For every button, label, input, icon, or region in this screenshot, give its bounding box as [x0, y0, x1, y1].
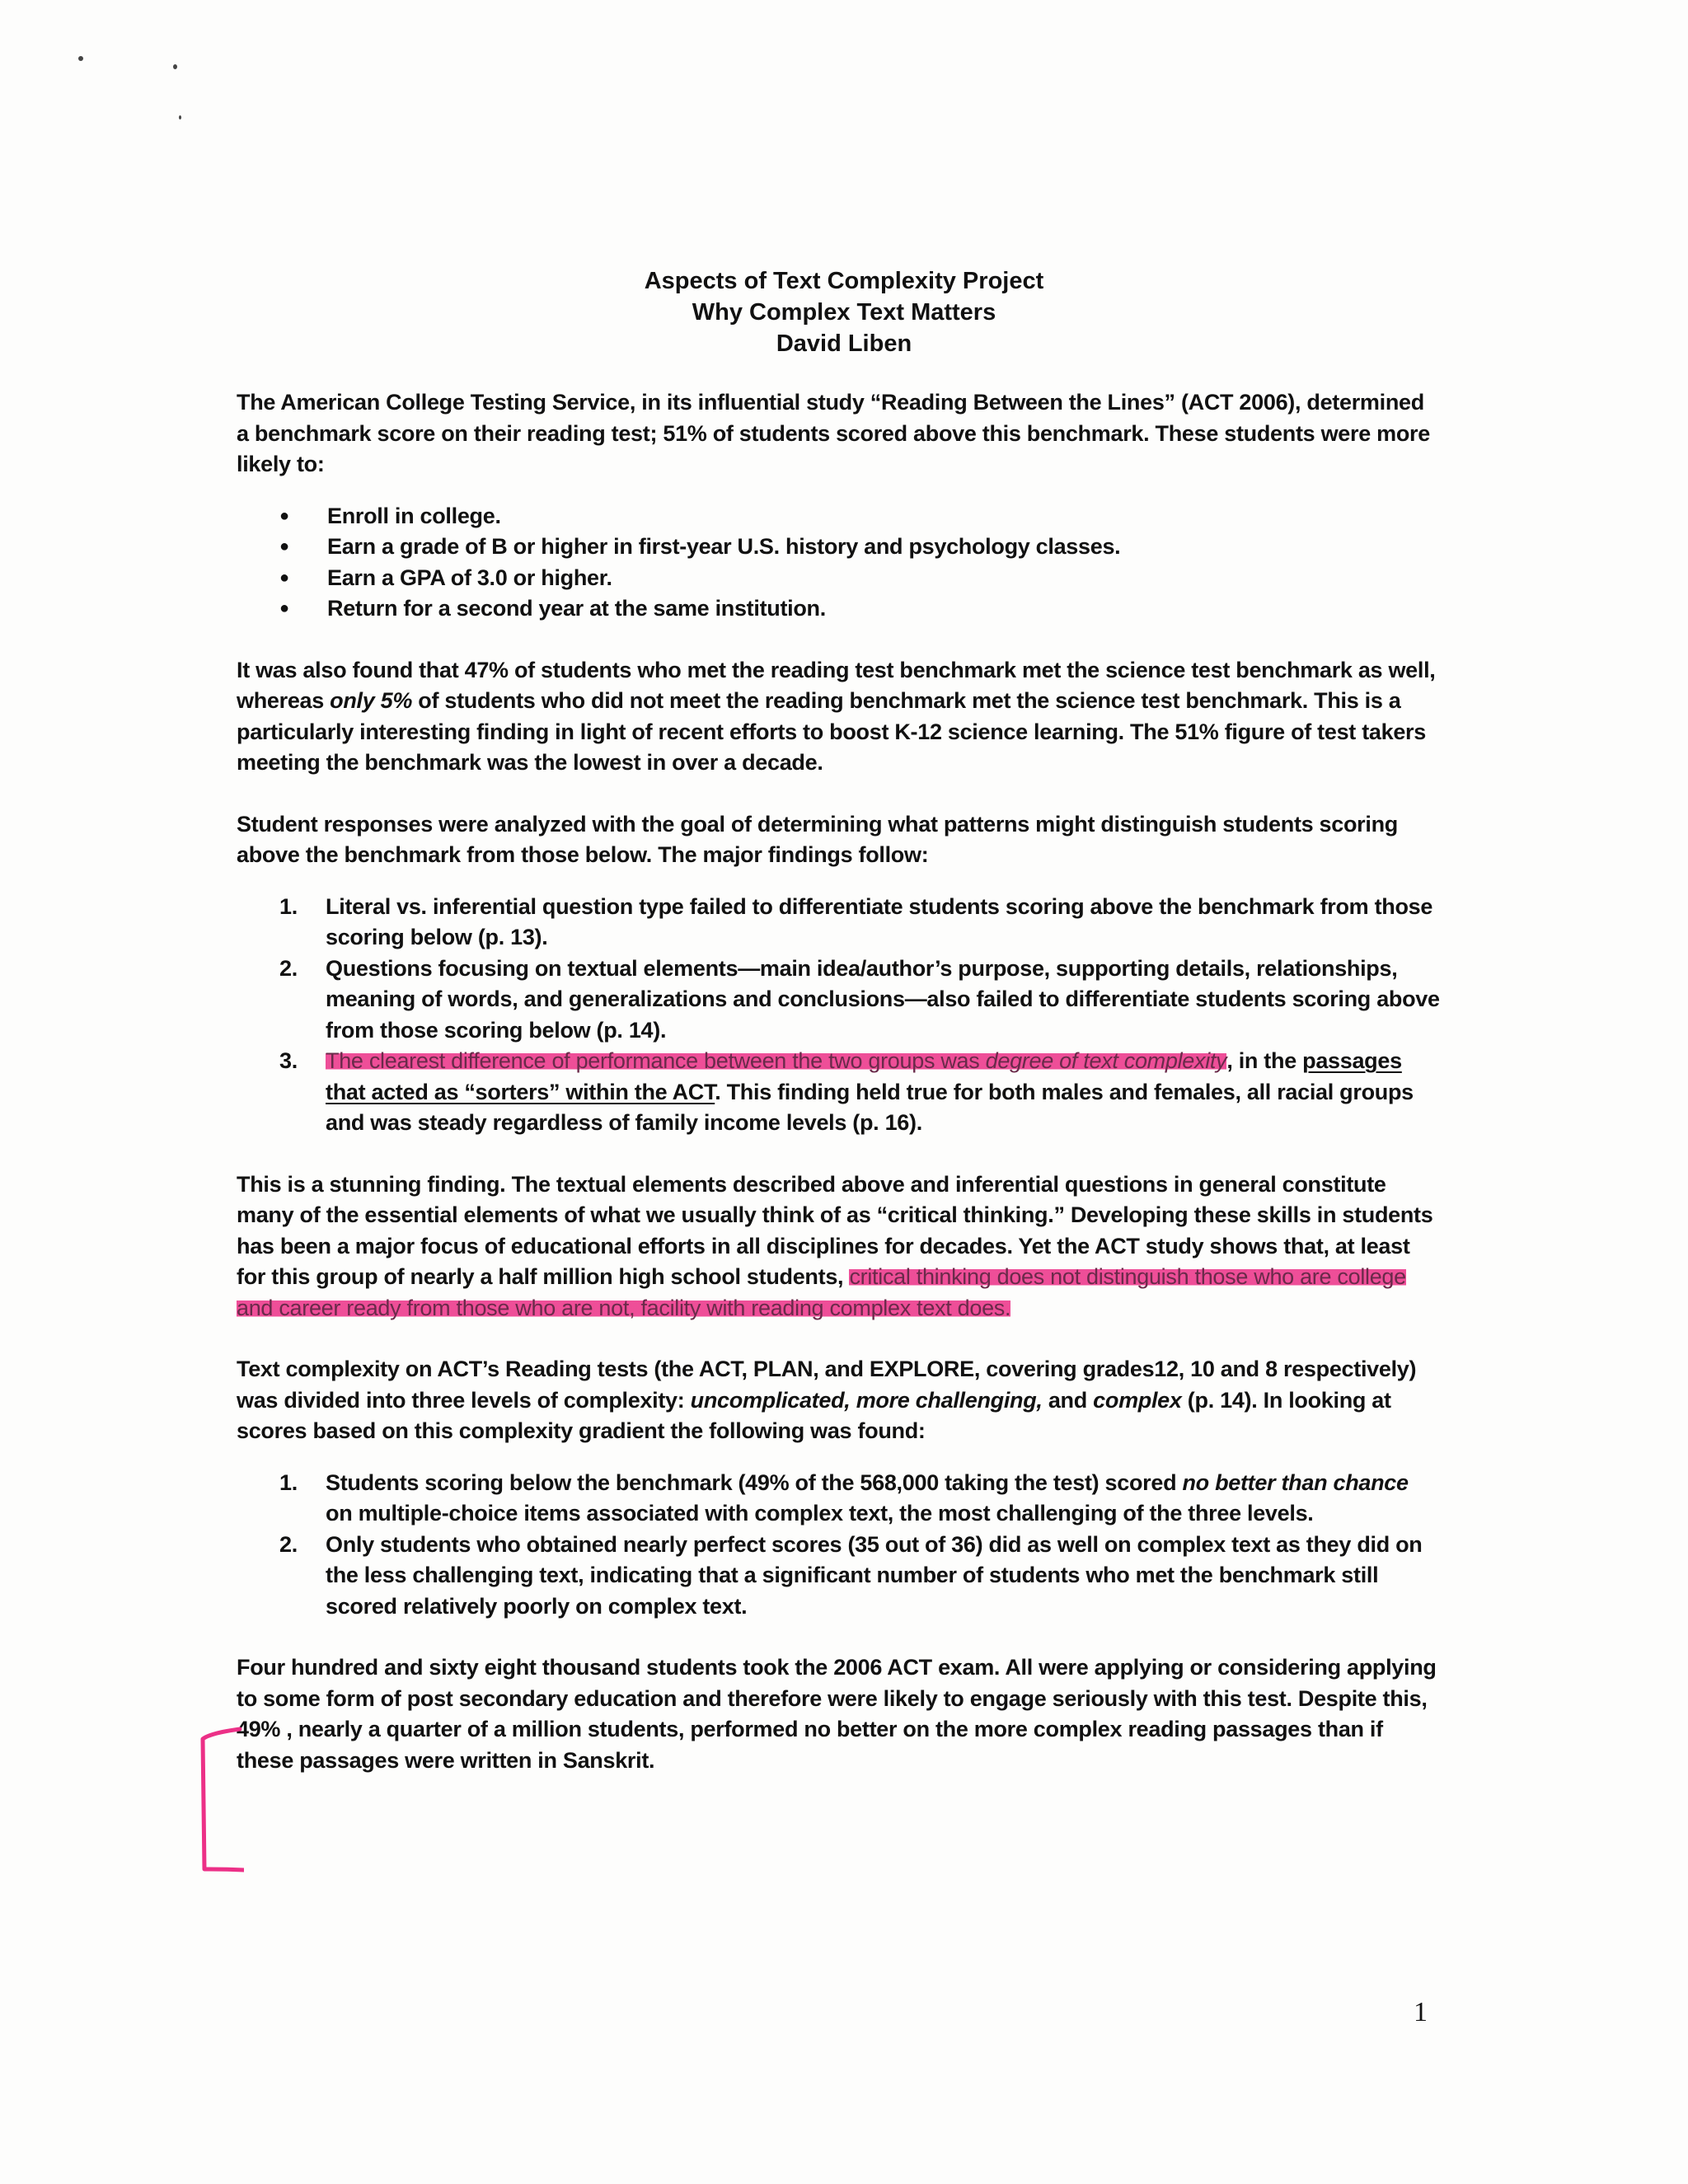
list-item	[237, 1468, 1440, 1530]
underlined-text: passages that acted as “sorters” within the ACT	[326, 1048, 1402, 1104]
scan-speck	[179, 115, 181, 120]
text-run: It was also found that 47% of students who met the reading test benchmark met the science test benchmark as well, whereas	[237, 657, 1436, 713]
page-number: 1	[1414, 1997, 1428, 2027]
list-item: ● Enroll in college.	[237, 501, 1440, 532]
list-item: ● Earn a grade of B or higher in first-year U.S. history and psychology classes.	[237, 532, 1440, 563]
text-run: This is a stunning finding. The textual elements described above and inferential questions in general constitute many of the essential elements of what we usually think of as “critical thinking.” Developing these skills in students has been a major focus of educational efforts in all disciplines for decades. Yet the ACT study shows that, at least for this group of nearly a half million high school students,	[237, 1171, 1433, 1289]
list-item	[237, 1046, 1440, 1139]
handwritten-bracket	[195, 1722, 244, 1879]
analysis-paragraph: Student responses were analyzed with the goal of determining what patterns might distinguish students scoring above the benchmark from those below. The major findings follow:	[237, 811, 1398, 867]
emphasis-text: no better than chance	[1182, 1469, 1409, 1495]
text-run: The clearest difference of performance between the two groups was	[326, 1048, 986, 1073]
text-complexity-paragraph	[237, 1354, 1440, 1447]
results-list	[237, 1468, 1440, 1623]
text-run: . This finding held true for both males and females, all racial groups and was steady regardless of family income levels (p. 16).	[326, 1079, 1414, 1135]
emphasis-text: only 5%	[330, 688, 413, 713]
text-run: Only students who obtained nearly perfect scores (35 out of 36) did as well on complex text as they did on the less challenging text, indicating that a significant number of students who met the benchmark still scored relatively poorly on complex text.	[326, 1531, 1423, 1619]
list-item-text: Literal vs. inferential question type failed to differentiate students scoring above the benchmark from those scoring below (p. 13).	[326, 893, 1433, 949]
science-benchmark-paragraph	[237, 655, 1440, 779]
document-title: Aspects of Text Complexity Project	[644, 268, 1044, 294]
document-subtitle: Why Complex Text Matters	[692, 299, 996, 326]
document-author: David Liben	[776, 330, 912, 357]
emphasis-text: degree of text complexity	[985, 1048, 1227, 1073]
scan-speck	[78, 56, 83, 61]
list-number: 2.	[279, 1531, 298, 1557]
document-header	[0, 265, 1688, 359]
list-item-text: Questions focusing on textual elements—main idea/author’s purpose, supporting details, relationships, meaning of words, and generalizations and conclusions—also failed to differentiate students scoring above from those scoring below (p. 14).	[326, 955, 1440, 1043]
text-run: and	[1042, 1387, 1094, 1413]
highlighted-text: critical thinking does not distinguish those who are college and career ready from those who are not, facility with reading complex text does.	[237, 1264, 1406, 1320]
list-number: 2.	[279, 955, 298, 981]
text-run: on multiple-choice items associated with complex text, the most challenging of the three levels.	[326, 1501, 1314, 1526]
list-item: ● Earn a GPA of 3.0 or higher.	[237, 563, 1440, 594]
text-run: Students scoring below the benchmark (49% of the 568,000 taking the test) scored	[326, 1469, 1183, 1495]
highlighted-text	[326, 1048, 1226, 1073]
scan-speck	[173, 64, 177, 69]
list-item: ● Return for a second year at the same institution.	[237, 593, 1440, 625]
text-run: , in the	[1226, 1048, 1303, 1073]
list-item	[237, 892, 1440, 954]
document-body	[237, 387, 1440, 1776]
findings-list	[237, 892, 1440, 1139]
critical-thinking-paragraph	[237, 1169, 1440, 1324]
intro-paragraph: The American College Testing Service, in its influential study “Reading Between the Lines” (ACT 2006), determined a benchmark score on their reading test; 51% of students scored above this benchmark. These students were more likely to:	[237, 390, 1430, 476]
list-number: 3.	[279, 1048, 298, 1073]
text-run: of students who did not meet the reading benchmark met the science test benchmark. This is a particularly interesting finding in light of recent efforts to boost K-12 science learning. The 51% figure of test takers meeting the benchmark was the lowest in over a decade.	[237, 688, 1426, 775]
list-item	[237, 1530, 1440, 1623]
emphasis-text: uncomplicated, more challenging,	[690, 1387, 1043, 1413]
text-run: (p. 14). In looking at scores based on this complexity gradient the following was found:	[237, 1387, 1391, 1443]
list-item	[237, 954, 1440, 1047]
outcomes-list	[237, 501, 1440, 625]
list-number: 1.	[279, 1469, 298, 1495]
emphasis-text: complex	[1093, 1387, 1182, 1413]
list-number: 1.	[279, 893, 298, 919]
sanskrit-paragraph: Four hundred and sixty eight thousand students took the 2006 ACT exam. All were applying or considering applying to some form of post secondary education and therefore were likely to engage seriously with this test. Despite this, 49% , nearly a quarter of a million students, performed no better on the more complex reading passages than if these passages were written in Sanskrit.	[237, 1655, 1437, 1773]
text-run: Text complexity on ACT’s Reading tests (the ACT, PLAN, and EXPLORE, covering grades12, 10 and 8 respectively) was divided into three levels of complexity:	[237, 1357, 1417, 1413]
